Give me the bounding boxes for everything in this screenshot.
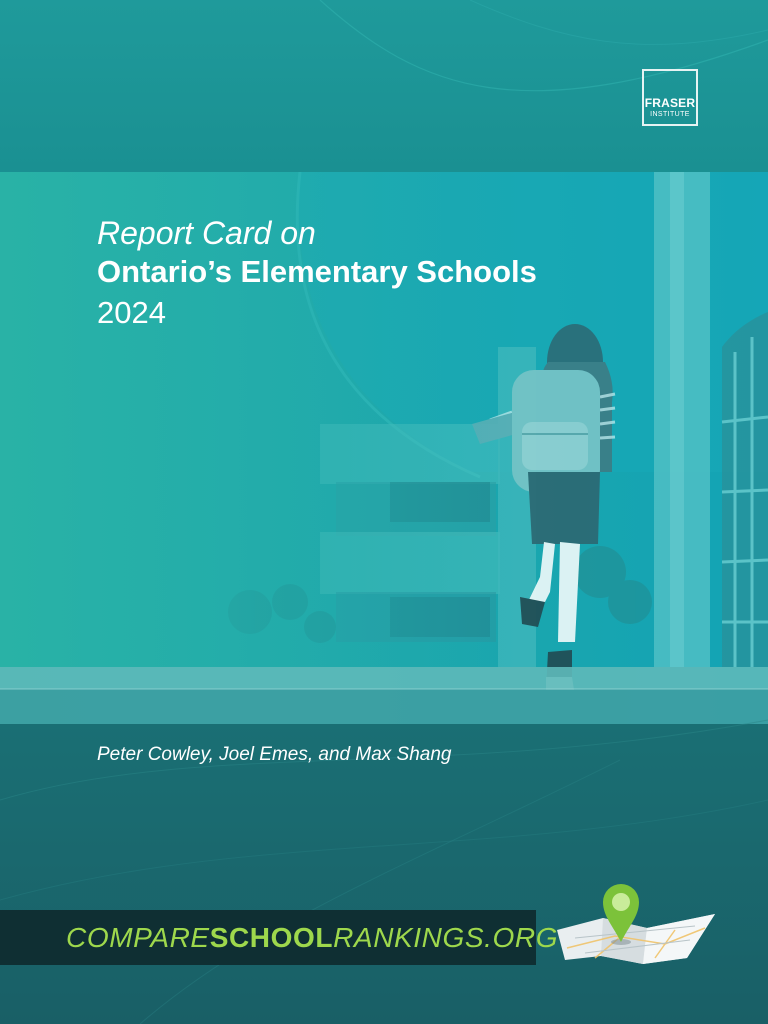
website-part1: COMPARE [66, 922, 210, 953]
fraser-institute-logo [642, 69, 698, 126]
website-part3: RANKINGS.ORG [333, 922, 559, 953]
bottom-band [0, 724, 768, 1024]
report-title [97, 214, 537, 334]
website-link[interactable] [66, 918, 558, 958]
title-year: 2024 [97, 295, 166, 330]
logo-line1: FRASER [644, 96, 696, 110]
authors: Peter Cowley, Joel Emes, and Max Shang [97, 744, 452, 765]
logo-line2: INSTITUTE [650, 111, 690, 118]
title-line1: Report Card on [97, 215, 316, 251]
folded-map-icon [555, 878, 725, 968]
title-line2: Ontario’s Elementary Schools [97, 254, 537, 289]
website-part2: SCHOOL [209, 922, 334, 953]
